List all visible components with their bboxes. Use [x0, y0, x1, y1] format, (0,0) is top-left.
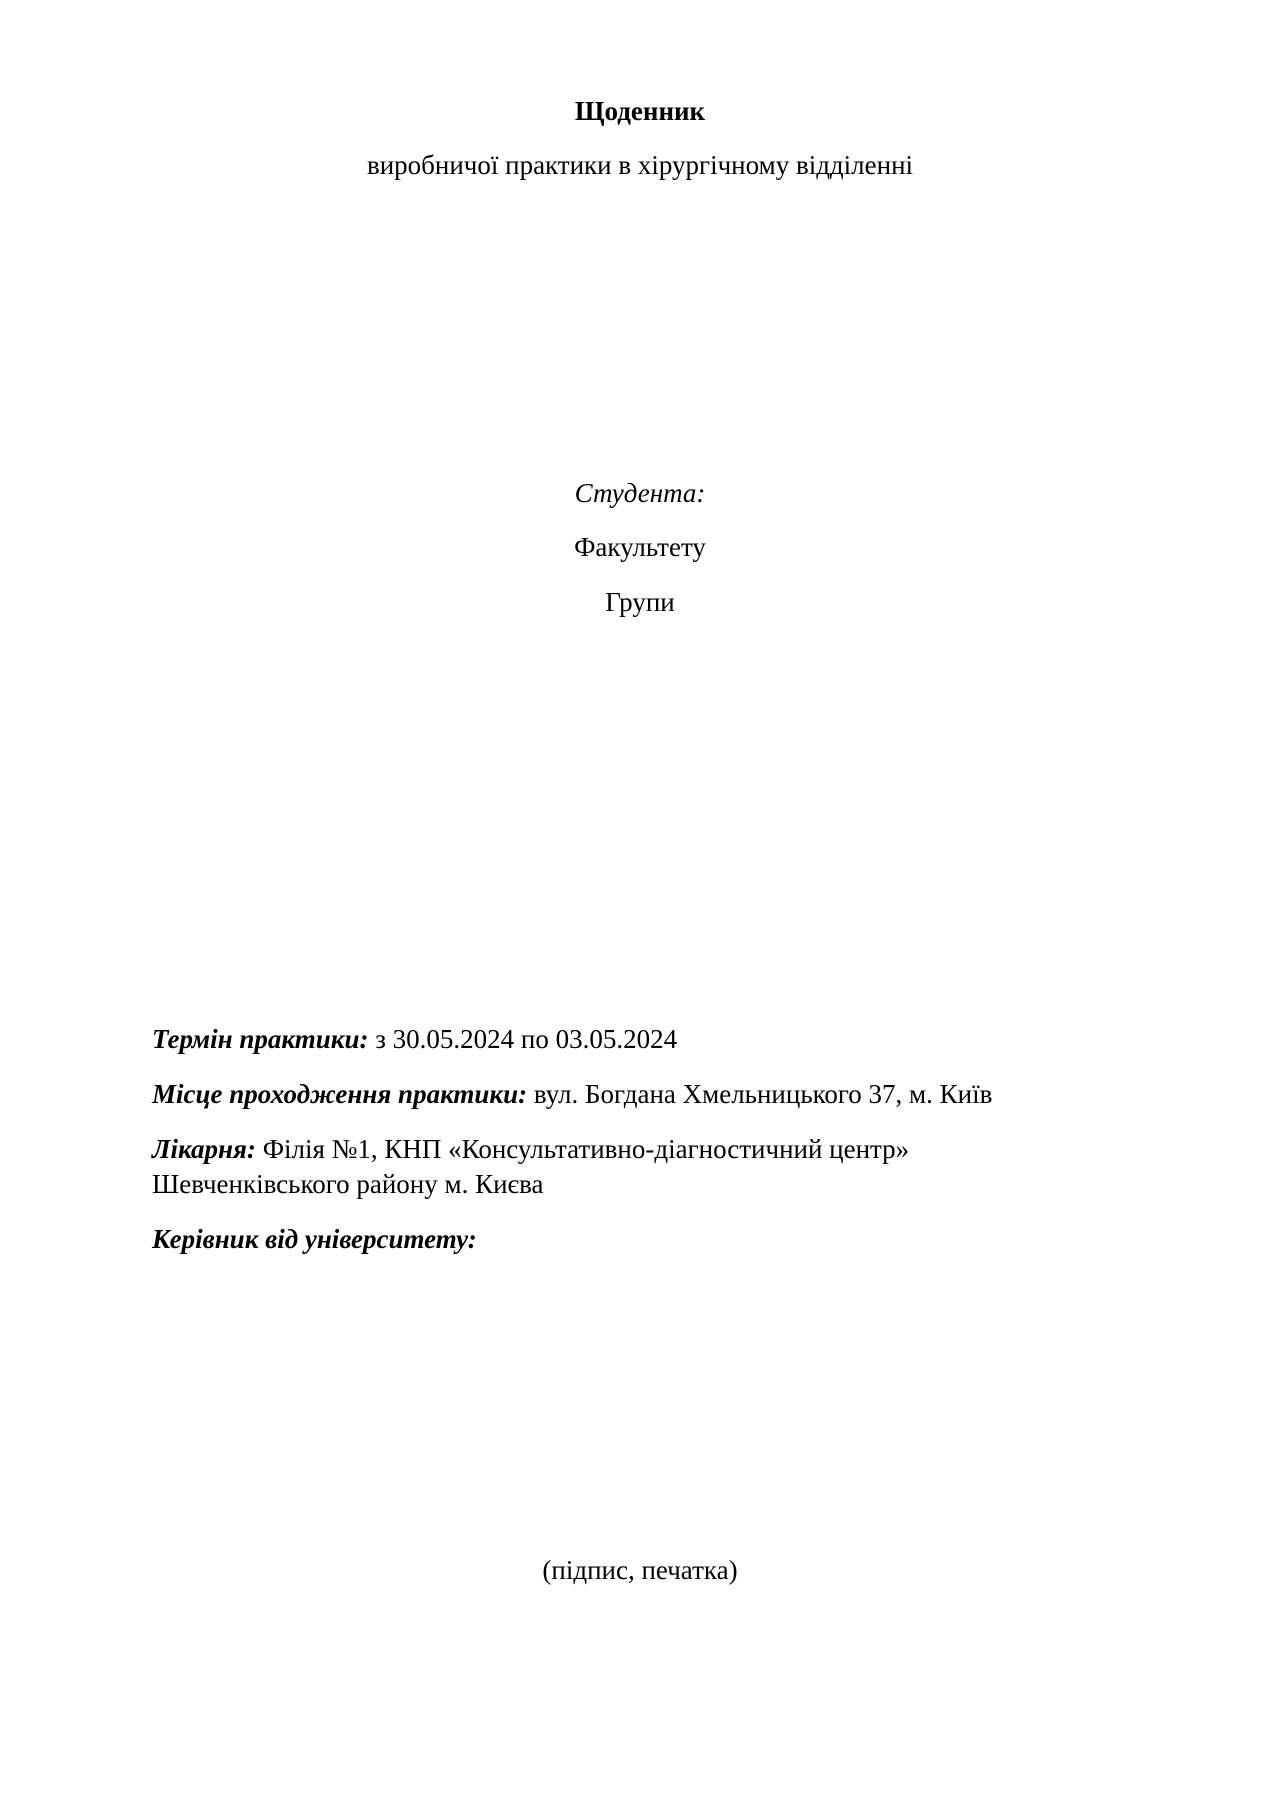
faculty-label: Факультету [574, 532, 706, 562]
practice-term-label: Термін практики: [152, 1024, 369, 1054]
practice-place-label: Місце проходження практики: [152, 1079, 528, 1109]
hospital-label: Лікарня: [152, 1134, 256, 1164]
document-title: Щоденник [574, 96, 706, 126]
practice-place-row [152, 1077, 992, 1111]
practice-place-value: вул. Богдана Хмельницького 37, м. Київ [527, 1079, 993, 1109]
group-label: Групи [605, 587, 675, 617]
supervisor-label: Керівник від університету: [152, 1224, 477, 1254]
student-label: Студента: [574, 478, 706, 508]
hospital-value-line2: Шевченківського району м. Києва [152, 1169, 544, 1199]
signature-note: (підпис, печатка) [542, 1555, 738, 1585]
practice-term-value: з 30.05.2024 по 03.05.2024 [368, 1024, 678, 1054]
hospital-value-line1: Філія №1, КНП «Консультативно-діагностичний центр» [255, 1134, 910, 1164]
practice-term-row [152, 1022, 677, 1056]
hospital-row [152, 1132, 909, 1166]
document-subtitle: виробничої практики в хірургічному відділенні [366, 150, 914, 180]
